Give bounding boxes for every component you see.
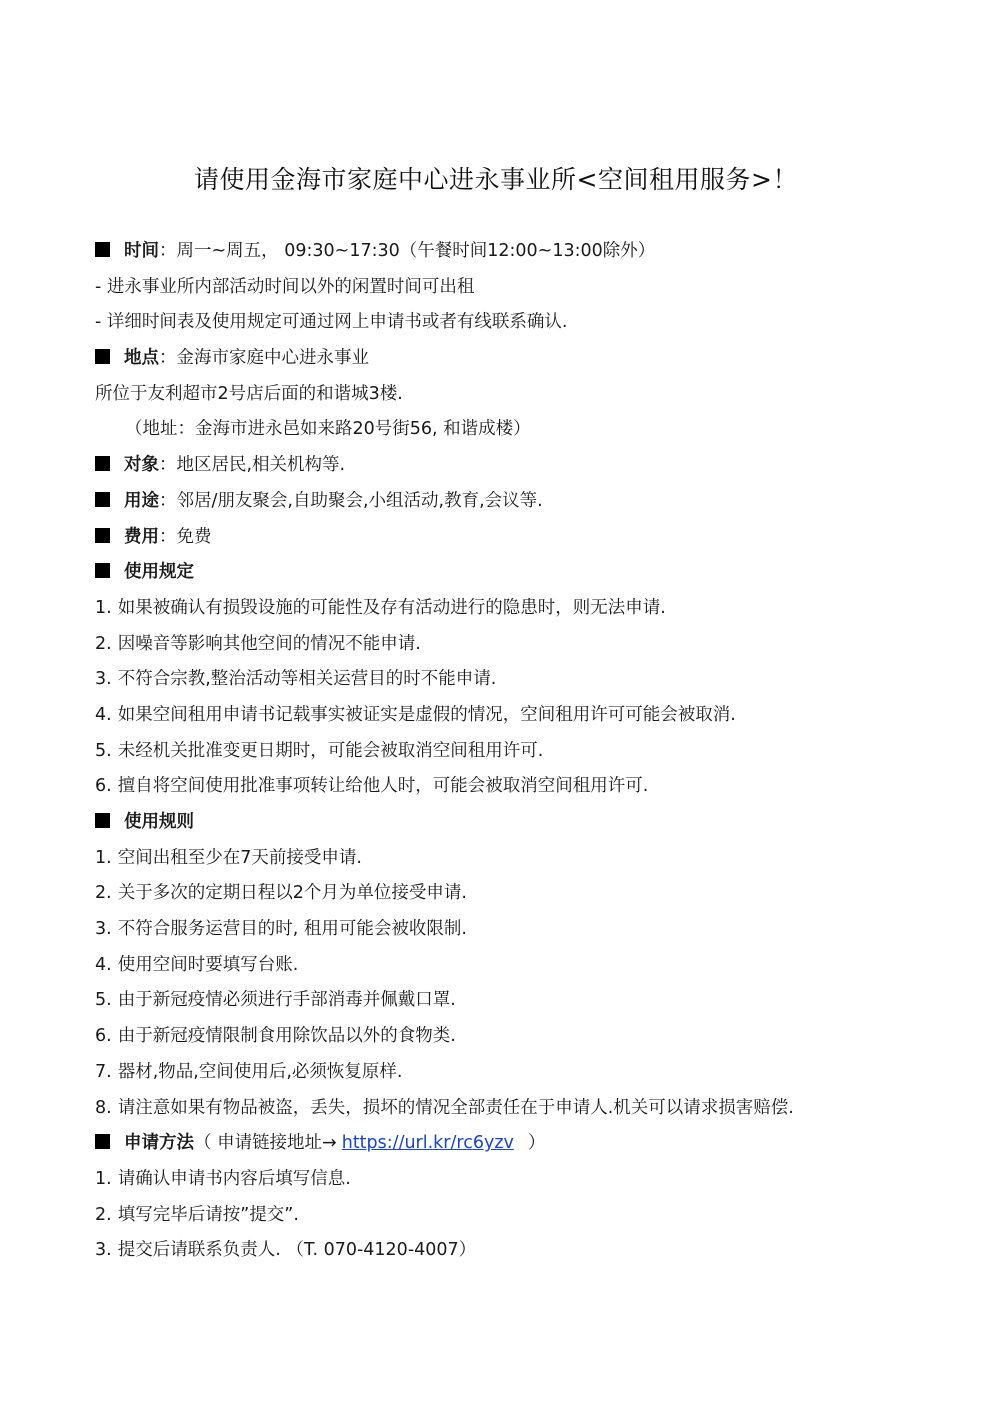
time-label: 时间 xyxy=(124,241,159,261)
time-row xyxy=(95,234,935,270)
regulation-item xyxy=(95,769,935,805)
time-value: ：周一~周五， 09:30~17:30（午餐时间12:00~13:00除外） xyxy=(159,241,656,261)
document-body xyxy=(95,234,935,1269)
rule-item xyxy=(95,1091,935,1127)
item-text: 使用空间时要填写台账. xyxy=(117,954,299,975)
item-text: 不符合服务运营目的时, 租用可能会被收限制. xyxy=(117,919,467,940)
item-number: 1. xyxy=(95,597,112,618)
place-continuation: 所位于友利超市2号店后面的和谐城3楼. xyxy=(95,383,403,404)
bullet-square-icon xyxy=(95,528,110,543)
item-number: 6. xyxy=(95,776,112,797)
fee-label: 费用 xyxy=(124,526,159,547)
regulation-item xyxy=(95,627,935,663)
item-number: 2. xyxy=(95,1204,112,1225)
time-note-1: - 进永事业所内部活动时间以外的闲置时间可出租 xyxy=(95,276,475,297)
rule-item xyxy=(95,983,935,1019)
item-number: 3. xyxy=(95,1240,112,1261)
item-number: 5. xyxy=(95,740,112,761)
bullet-square-icon xyxy=(95,349,110,364)
bullet-square-icon xyxy=(95,492,110,507)
bullet-square-icon xyxy=(95,563,110,578)
rule-item xyxy=(95,876,935,912)
item-text: 不符合宗教,整治活动等相关运营目的时不能申请. xyxy=(117,669,497,690)
bullet-square-icon xyxy=(95,456,110,471)
item-number: 4. xyxy=(95,954,112,975)
item-text: 器材,物品,空间使用后,必须恢复原样. xyxy=(117,1061,403,1082)
item-text: 提交后请联系负责人. （T. 070-4120-4007） xyxy=(117,1240,477,1261)
regulation-item xyxy=(95,698,935,734)
regulation-item xyxy=(95,662,935,698)
rules-label: 使用规则 xyxy=(124,812,194,832)
item-number: 2. xyxy=(95,633,112,654)
apply-item xyxy=(95,1233,935,1269)
usage-label: 用途 xyxy=(124,490,159,511)
item-text: 由于新冠疫情必须进行手部消毒并佩戴口罩. xyxy=(117,990,456,1011)
item-number: 7. xyxy=(95,1061,112,1082)
page-title: 请使用金海市家庭中心进永事业所<空间租用服务>！ xyxy=(194,165,798,194)
item-text: 未经机关批准变更日期时，可能会被取消空间租用许可. xyxy=(117,740,544,761)
place-label: 地点 xyxy=(124,348,159,369)
target-label: 对象 xyxy=(124,455,159,476)
regulations-heading xyxy=(95,555,935,591)
item-text: 擅自将空间使用批准事项转让给他人时，可能会被取消空间租用许可. xyxy=(117,776,649,797)
item-text: 填写完毕后请按”提交”. xyxy=(117,1204,299,1225)
item-number: 4. xyxy=(95,704,112,725)
apply-heading xyxy=(95,1126,935,1162)
item-text: 请确认申请书内容后填写信息. xyxy=(117,1168,351,1189)
application-link[interactable]: https://url.kr/rc6yzv xyxy=(341,1133,514,1154)
target-row xyxy=(95,448,935,484)
place-value: ：金海市家庭中心进永事业 xyxy=(159,348,369,369)
item-text: 如果空间租用申请书记载事实被证实是虚假的情况，空间租用许可可能会被取消. xyxy=(117,704,736,725)
place-address: （地址：金海市进永邑如来路20号街56, 和谐成楼） xyxy=(125,419,531,440)
rule-item xyxy=(95,1019,935,1055)
apply-suffix: ） xyxy=(527,1133,546,1154)
rule-item xyxy=(95,912,935,948)
regulations-label: 使用规定 xyxy=(124,562,194,583)
item-number: 3. xyxy=(95,919,112,940)
target-value: ：地区居民,相关机构等. xyxy=(159,455,346,476)
item-number: 5. xyxy=(95,990,112,1011)
item-number: 6. xyxy=(95,1026,112,1047)
fee-value: ：免费 xyxy=(159,526,212,547)
rule-item xyxy=(95,1055,935,1091)
item-text: 由于新冠疫情限制食用除饮品以外的食物类. xyxy=(117,1026,456,1047)
item-number: 1. xyxy=(95,847,112,868)
usage-row xyxy=(95,484,935,520)
bullet-square-icon xyxy=(95,1134,110,1149)
place-row xyxy=(95,341,935,377)
rule-item xyxy=(95,841,935,877)
item-number: 2. xyxy=(95,883,112,904)
regulation-item xyxy=(95,591,935,627)
item-number: 8. xyxy=(95,1097,112,1118)
rule-item xyxy=(95,948,935,984)
apply-item xyxy=(95,1162,935,1198)
rules-heading xyxy=(95,805,935,841)
item-text: 空间出租至少在7天前接受申请. xyxy=(117,847,362,868)
item-text: 因噪音等影响其他空间的情况不能申请. xyxy=(117,633,421,654)
apply-prefix: （ 申请链接地址→ xyxy=(194,1133,337,1154)
item-text: 请注意如果有物品被盗，丢失，损坏的情况全部责任在于申请人.机关可以请求损害赔偿. xyxy=(117,1097,794,1118)
item-number: 1. xyxy=(95,1168,112,1189)
usage-value: ：邻居/朋友聚会,自助聚会,小组活动,教育,会议等. xyxy=(159,490,543,511)
regulation-item xyxy=(95,734,935,770)
item-number: 3. xyxy=(95,669,112,690)
time-note-2: - 详细时间表及使用规定可通过网上申请书或者有线联系确认. xyxy=(95,312,568,333)
fee-row xyxy=(95,520,935,556)
item-text: 如果被确认有损毁设施的可能性及存有活动进行的隐患时，则无法申请. xyxy=(117,597,666,618)
bullet-square-icon xyxy=(95,813,110,828)
bullet-square-icon xyxy=(95,242,110,257)
apply-item xyxy=(95,1198,935,1234)
item-text: 关于多次的定期日程以2个月为单位接受申请. xyxy=(117,883,467,904)
apply-label: 申请方法 xyxy=(124,1133,194,1154)
